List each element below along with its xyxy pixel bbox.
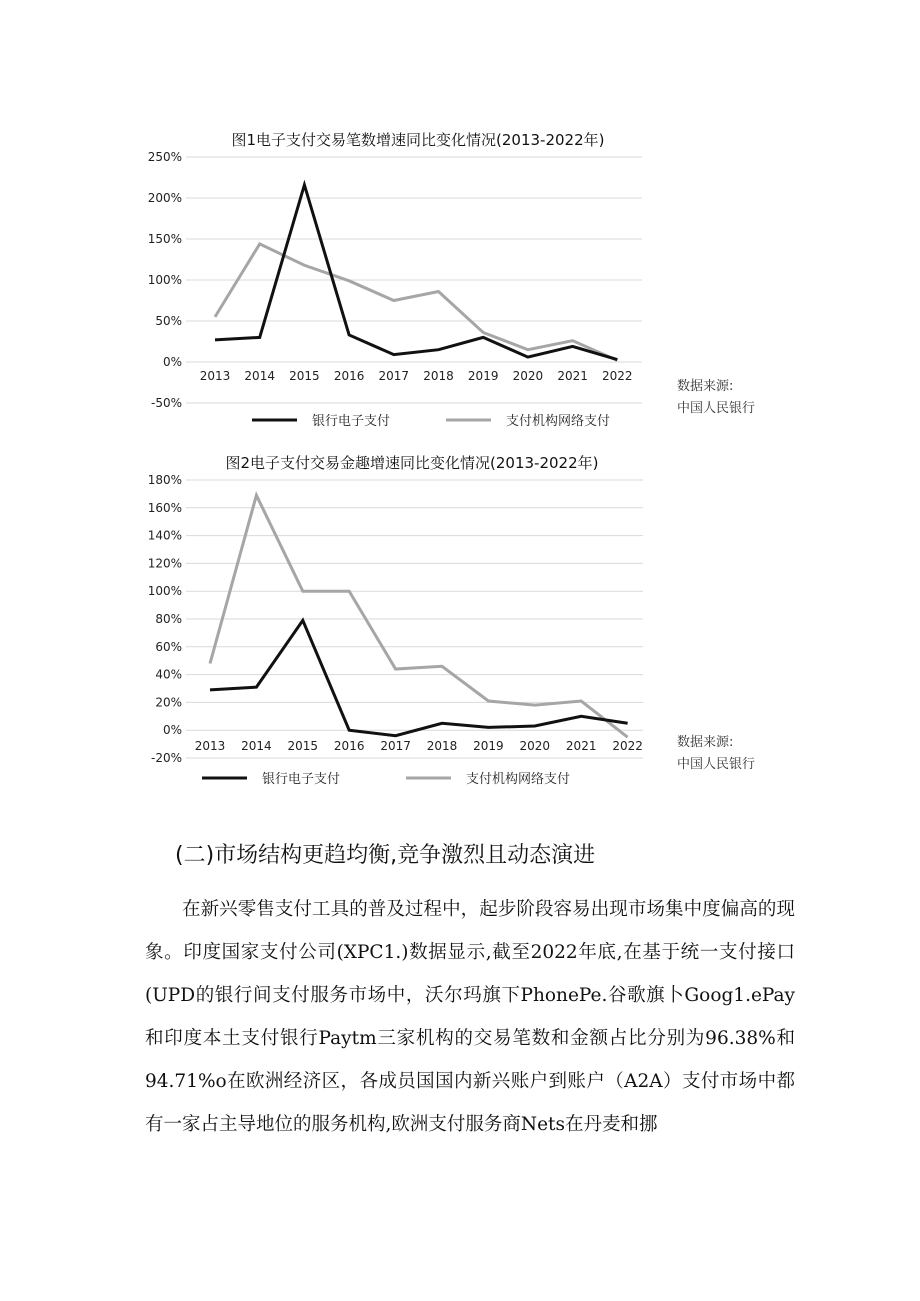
y-tick-label: 140% [147, 528, 182, 543]
x-tick-label: 2014 [244, 369, 275, 383]
source-label: 数据来源: [677, 735, 734, 750]
source-label: 数据来源: [677, 379, 734, 394]
body-paragraph: 在新兴零售支付工具的普及过程中，起步阶段容易出现市场集中度偏高的现象。印度国家支付公司(XPC1.)数据显示,截至2022年底,在基于统一支付接口(UPD的银行间支付服务市场中，沃尔玛旗下PhonePe.谷歌旗卜Goog1.ePay和印度本土支付银行Paytm三家机构的交易笔数和金额占比分别为96.38%和94.71%o在欧洲经济区，各成员国国内新兴账户到账户（A2A）支付市场中都有一家占主导地位的服务机构,欧洲支付服务商Nets在丹麦和挪 [145, 899, 795, 1135]
legend-label: 支付机构网络支付 [506, 414, 611, 429]
legend-label: 支付机构网络支付 [466, 772, 571, 787]
x-tick-label: 2015 [287, 739, 319, 753]
x-tick-label: 2019 [467, 369, 499, 383]
x-tick-label: 2021 [557, 369, 588, 383]
x-tick-label: 2020 [512, 369, 544, 383]
x-tick-label: 2016 [333, 369, 365, 383]
y-tick-label: 20% [155, 695, 182, 710]
x-tick-label: 2021 [565, 739, 597, 753]
y-tick-label: 250% [147, 150, 182, 164]
y-tick-label: 40% [155, 667, 182, 682]
series-line-institution [215, 244, 617, 360]
y-tick-label: 100% [147, 584, 182, 599]
x-tick-label: 2018 [426, 739, 458, 753]
y-tick-label: 180% [147, 473, 182, 487]
source-name: 中国人民银行 [677, 401, 756, 416]
y-tick-label: -20% [150, 751, 182, 765]
x-tick-label: 2019 [473, 739, 504, 753]
series-line-institution [210, 495, 628, 737]
y-tick-label: 120% [147, 556, 182, 571]
legend-label: 银行电子支付 [262, 772, 341, 787]
x-tick-label: 2022 [602, 369, 633, 383]
x-tick-label: 2014 [241, 739, 272, 753]
y-tick-label: 0% [162, 723, 182, 738]
x-tick-label: 2022 [612, 739, 643, 753]
x-tick-label: 2020 [519, 739, 551, 753]
x-tick-label: 2018 [423, 369, 454, 383]
chart-transaction-count-growth [0, 120, 920, 440]
source-name: 中国人民银行 [677, 757, 756, 772]
x-tick-label: 2015 [289, 369, 320, 383]
x-tick-label: 2017 [380, 739, 411, 753]
y-tick-label: 160% [147, 500, 182, 515]
x-tick-label: 2013 [194, 739, 226, 753]
chart-transaction-amount-growth [0, 448, 920, 798]
y-tick-label: 80% [155, 612, 182, 626]
chart-title: 图2电子支付交易金趣增速同比变化情况(2013-2022年) [225, 454, 599, 472]
legend-label: 银行电子支付 [312, 414, 391, 429]
y-tick-label: 60% [155, 639, 182, 654]
y-tick-label: 100% [147, 273, 182, 287]
y-tick-label: 0% [162, 355, 182, 369]
chart-title: 图1电子支付交易笔数增速同比变化情况(2013-2022年) [231, 131, 605, 149]
x-tick-label: 2013 [199, 369, 231, 383]
x-tick-label: 2016 [333, 739, 365, 753]
series-line-bank [210, 620, 628, 735]
series-line-bank [215, 185, 617, 360]
y-tick-label: 150% [147, 232, 182, 246]
y-tick-label: 200% [147, 191, 182, 205]
section-heading: (二)市场结构更趋均衡,竞争激烈且动态演进 [175, 843, 596, 868]
x-tick-label: 2017 [378, 369, 410, 383]
y-tick-label: -50% [150, 396, 182, 410]
y-tick-label: 50% [155, 314, 182, 328]
